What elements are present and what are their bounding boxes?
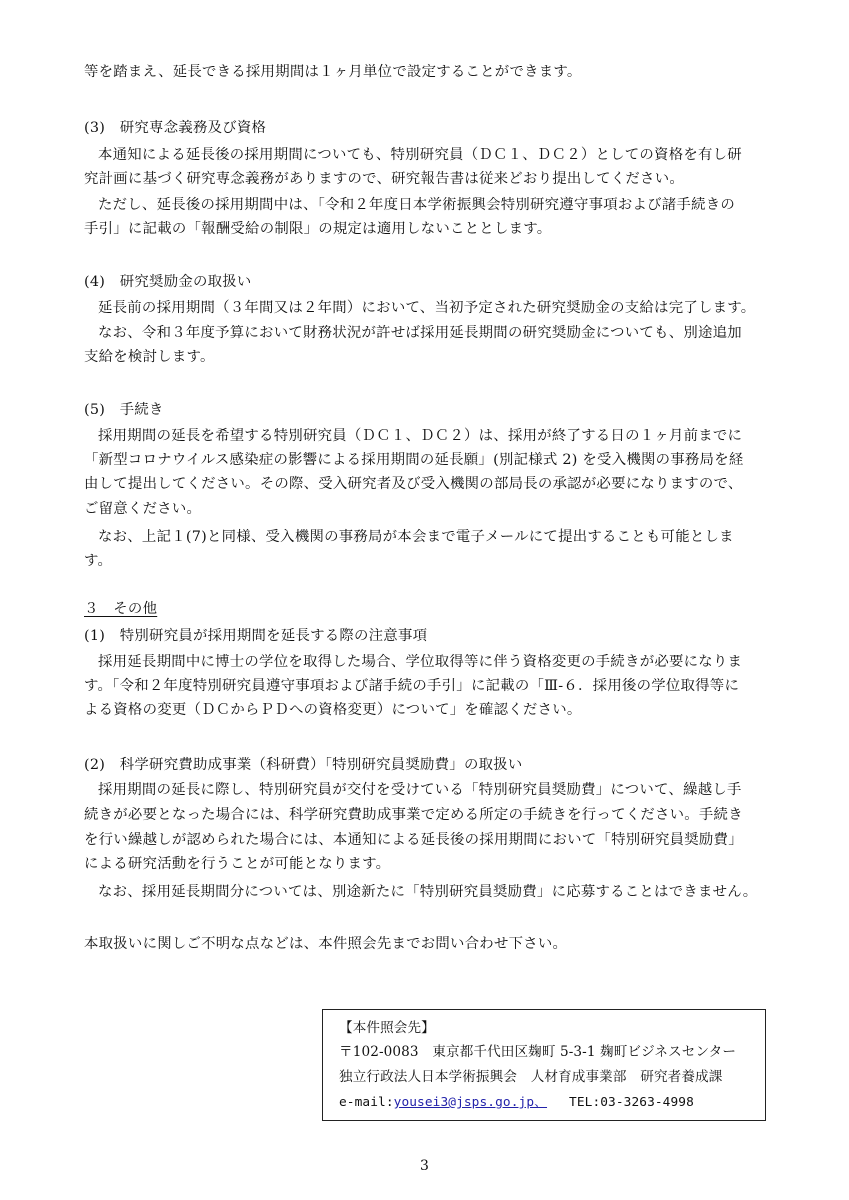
email-label: e-mail: (339, 1095, 394, 1110)
closing-line: 本取扱いに関しご不明な点などは、本件照会先までお問い合わせ下さい。 (84, 936, 568, 952)
paragraph-line: なお、採用延長期間分については、別途新たに「特別研究員奨励費」に応募することはできません。 (98, 884, 758, 900)
paragraph-line: 等を踏まえ、延長できる採用期間は１ヶ月単位で設定することができます。 (84, 64, 582, 80)
paragraph-line: 採用期間の延長を希望する特別研究員（ＤＣ１、ＤＣ２）は、採用が終了する日の１ヶ月前までに (98, 428, 743, 444)
paragraph-line: による研究活動を行うことが可能となります。 (84, 856, 391, 872)
paragraph-line: を行い繰越しが認められた場合には、本通知による延長後の採用期間において「特別研究員奨励費」 (84, 832, 743, 848)
chapter-heading-3 (84, 597, 774, 621)
paragraph-line: 採用延長期間中に博士の学位を取得した場合、学位取得等に伴う資格変更の手続きが必要になりま (98, 654, 743, 670)
contact-address: 〒102-0083 東京都千代田区麹町 5-3-1 麹町ビジネスセンター (339, 1044, 737, 1060)
paragraph-line: 本通知による延長後の採用期間についても、特別研究員（ＤＣ１、ＤＣ２）としての資格を有し研 (98, 147, 742, 163)
tel-text: TEL:03-3263-4998 (569, 1095, 694, 1110)
paragraph-line: 由して提出してください。その際、受入研究者及び受入機関の部局長の承認が必要になりますので、 (84, 476, 743, 492)
chapter-heading-text: ３ その他 (84, 601, 158, 617)
paragraph-line: す。「令和２年度特別研究員遵守事項および諸手続の手引」に記載の「Ⅲ-６．採用後の学位取得等に (84, 678, 740, 694)
paragraph-line: 手引」に記載の「報酬受給の制限」の規定は適用しないこととします。 (84, 221, 552, 237)
paragraph-line: ご留意ください。 (84, 501, 202, 517)
paragraph-line: よる資格の変更（ＤＣからＰＤへの資格変更）について」を確認ください。 (84, 702, 582, 718)
paragraph-line: 究計画に基づく研究専念義務がありますので、研究報告書は従来どおり提出してください。 (84, 171, 684, 187)
page-number: 3 (420, 1158, 429, 1174)
paragraph-line: 延長前の採用期間（３年間又は２年間）において、当初予定された研究奨励金の支給は完了します。 (98, 300, 756, 316)
section-heading-1: (1) 特別研究員が採用期間を延長する際の注意事項 (84, 628, 428, 644)
section-heading-5: (5) 手続き (84, 402, 164, 418)
section-heading-2: (2) 科学研究費助成事業（科研費）「特別研究員奨励費」の取扱い (84, 757, 523, 773)
paragraph-line: なお、令和３年度予算において財務状況が許せば採用延長期間の研究奨励金についても、別途追加 (98, 325, 742, 341)
paragraph-line: 採用期間の延長に際し、特別研究員が交付を受けている「特別研究員奨励費」について、繰越し手 (98, 782, 742, 798)
paragraph-line: ただし、延長後の採用期間中は、「令和２年度日本学術振興会特別研究遵守事項および諸手続きの (98, 197, 735, 213)
paragraph-line: 支給を検討します。 (84, 349, 215, 365)
contact-title: 【本件照会先】 (339, 1020, 435, 1036)
paragraph-line: なお、上記１(7)と同様、受入機関の事務局が本会まで電子メールにて提出することも可能としま (98, 529, 734, 545)
contact-organization: 独立行政法人日本学術振興会 人材育成事業部 研究者養成課 (339, 1069, 723, 1085)
paragraph-line: す。 (84, 553, 113, 569)
paragraph-line: 「新型コロナウイルス感染症の影響による採用期間の延長願」(別記様式 2) を受入機関の事務局を経 (84, 452, 744, 468)
section-heading-3: (3) 研究専念義務及び資格 (84, 120, 267, 136)
paragraph-line: 続きが必要となった場合には、科学研究費助成事業で定める所定の手続きを行ってください。手続き (84, 807, 743, 823)
email-link[interactable]: yousei3@jsps.go.jp、 (393, 1095, 548, 1110)
section-heading-4: (4) 研究奨励金の取扱い (84, 274, 252, 290)
contact-box (322, 1009, 766, 1121)
contact-email-row (339, 1090, 694, 1114)
